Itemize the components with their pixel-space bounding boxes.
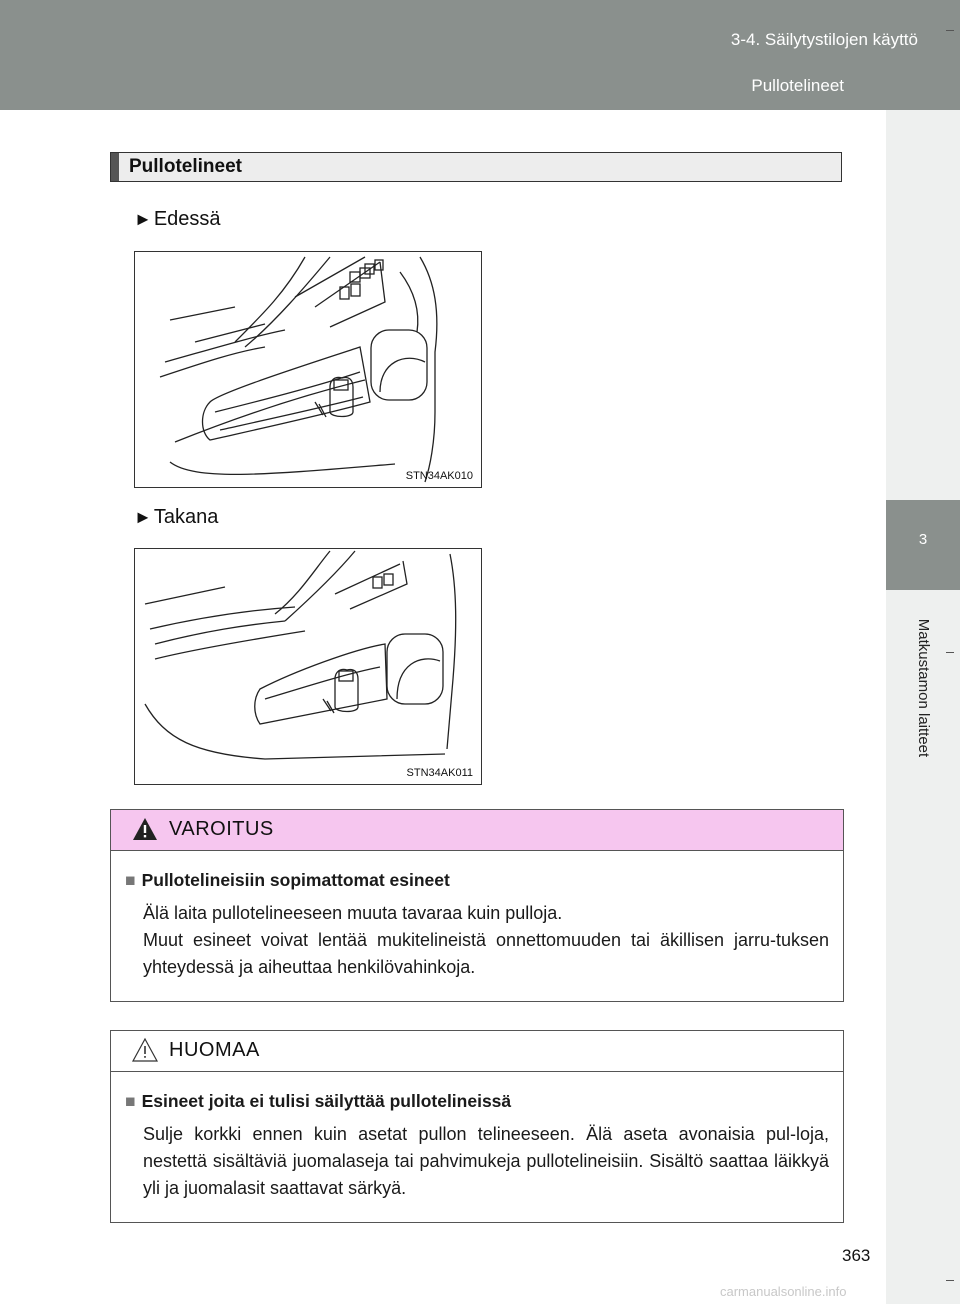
figure-label-front (134, 208, 221, 231)
margin-tick (946, 652, 954, 653)
caution-triangle-icon (131, 1037, 159, 1063)
notice-item-title-text: Esineet joita ei tulisi säilyttää pullotelineissä (141, 1091, 512, 1111)
section-heading (110, 152, 842, 182)
margin-tick (946, 1280, 954, 1281)
section-title: Pullotelineet (751, 76, 844, 95)
chapter-title: 3-4. Säilytystilojen käyttö (730, 30, 918, 49)
figure-front-door (134, 251, 482, 488)
front-door-illustration (135, 252, 481, 487)
warning-text-line2: Muut esineet voivat lentää mukitelineistä onnettomuuden tai äkillisen jarru-tuksen yhteydessä ja aiheuttaa henkilövahinkoja. (143, 930, 829, 977)
notice-text: Sulje korkki ennen kuin asetat pullon telineeseen. Älä aseta avonaisia pul-loja, nestettä sisältäviä juomalaseja tai pahvimukeja pullotelineisiin. Sisältö saattaa läikkyä yli ja juomalasit saattavat särkyä. (143, 1124, 829, 1198)
heading-accent-bar (111, 153, 119, 181)
watermark: carmanualsonline.info (720, 1284, 847, 1299)
side-tab-label: Matkustamon laitteet (915, 618, 932, 758)
page-header (0, 0, 960, 110)
warning-item-title (125, 867, 829, 894)
notice-item-title (125, 1088, 829, 1115)
square-bullet-icon: ■ (125, 870, 136, 890)
figure-code: STN34AK011 (406, 767, 473, 779)
warning-header (111, 810, 843, 851)
warning-text (143, 900, 829, 981)
notice-header (111, 1031, 843, 1072)
triangle-bullet-icon: ► (134, 209, 152, 229)
rear-door-illustration (135, 549, 481, 784)
margin-tick (946, 30, 954, 31)
square-bullet-icon: ■ (125, 1091, 136, 1111)
warning-item-title-text: Pullotelineisiin sopimattomat esineet (141, 870, 450, 890)
warning-body (111, 851, 843, 991)
figure-code: STN34AK010 (405, 470, 473, 482)
warning-triangle-icon (131, 816, 159, 842)
warning-callout (110, 809, 844, 1002)
notice-callout (110, 1030, 844, 1223)
page-number: 363 (842, 1246, 871, 1265)
triangle-bullet-icon: ► (134, 507, 152, 527)
notice-body (111, 1072, 843, 1212)
figure-label-rear (134, 506, 218, 529)
heading-title: Pullotelineet (129, 156, 242, 177)
figure-label-text: Edessä (153, 208, 221, 230)
figure-label-text: Takana (153, 506, 219, 528)
notice-label: HUOMAA (169, 1039, 260, 1061)
warning-label: VAROITUS (169, 818, 274, 840)
figure-rear-door (134, 548, 482, 785)
side-tab-number: 3 (886, 500, 960, 590)
warning-text-line1: Älä laita pullotelineeseen muuta tavaraa kuin pulloja. (143, 903, 563, 923)
